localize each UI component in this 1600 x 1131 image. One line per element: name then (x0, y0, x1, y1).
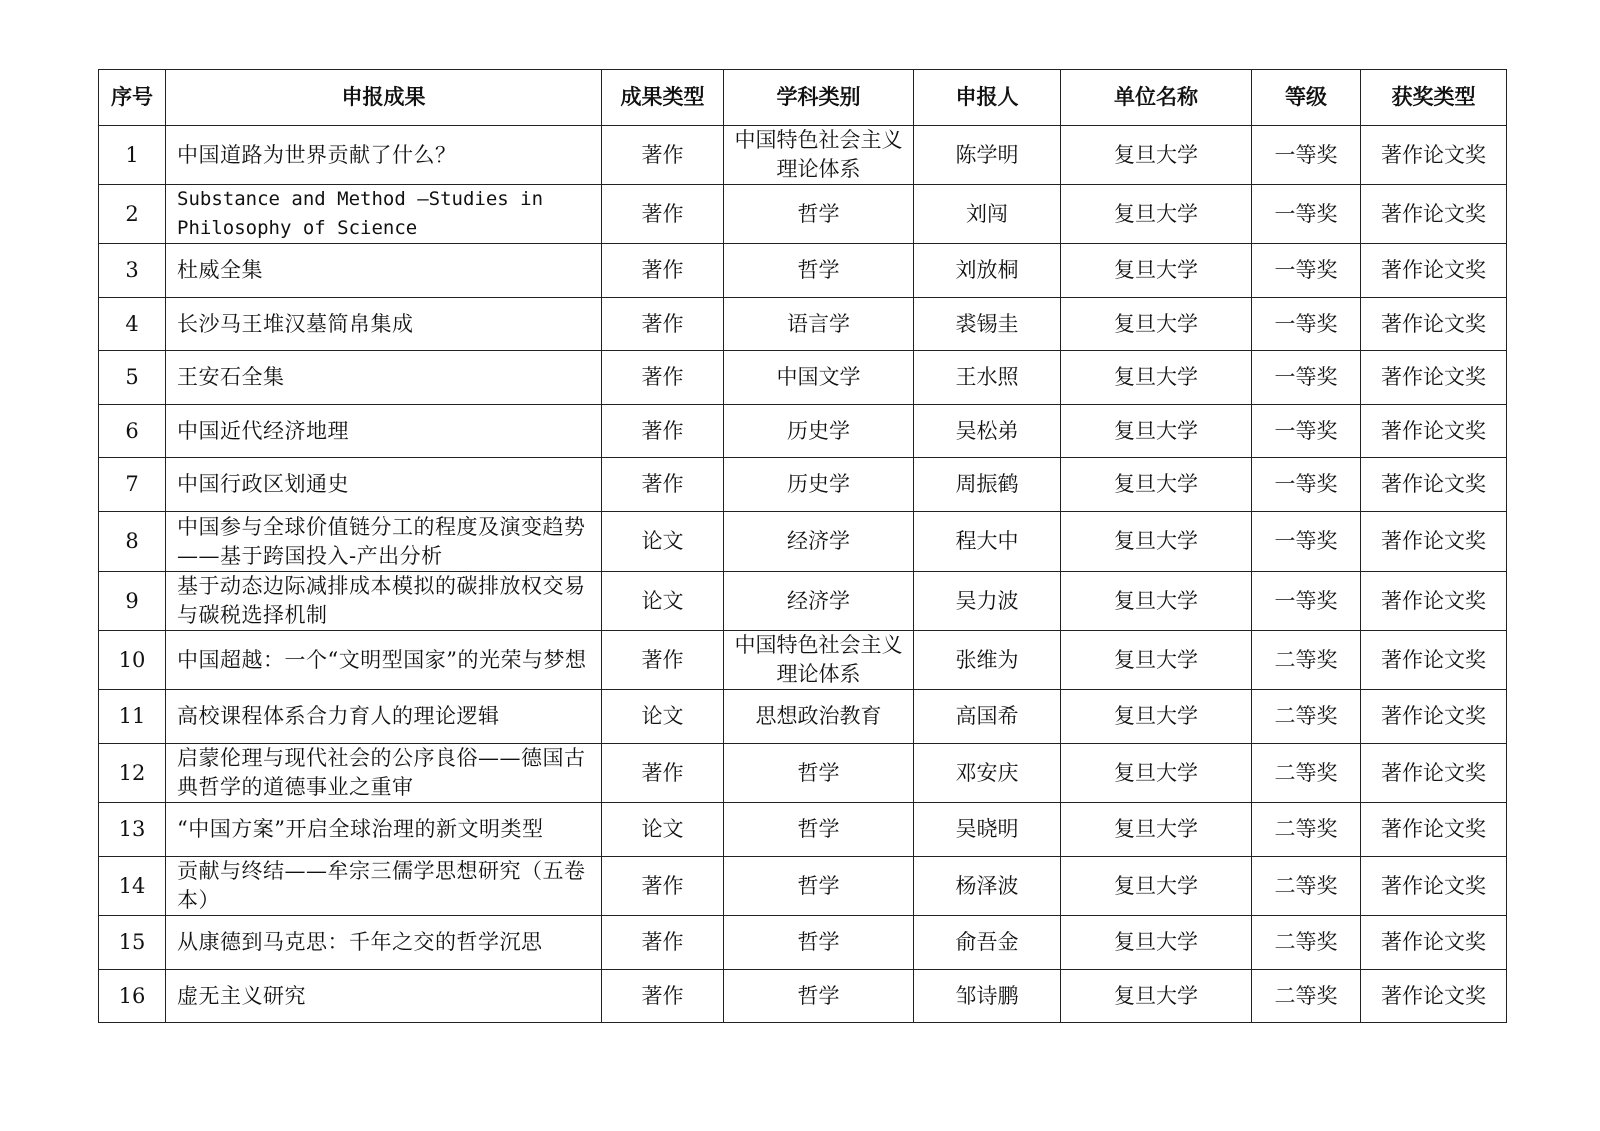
cell-type: 著作 (602, 405, 724, 458)
cell-award: 著作论文奖 (1361, 970, 1507, 1023)
cell-index: 8 (99, 512, 166, 572)
cell-title: 中国近代经济地理 (166, 405, 602, 458)
cell-grade: 二等奖 (1252, 803, 1361, 857)
table-row (99, 803, 1507, 857)
cell-unit: 复旦大学 (1061, 458, 1252, 512)
header-subject: 学科类别 (724, 70, 914, 126)
table-row (99, 244, 1507, 298)
cell-unit: 复旦大学 (1061, 857, 1252, 916)
cell-applicant: 高国希 (914, 690, 1061, 744)
cell-unit: 复旦大学 (1061, 512, 1252, 572)
header-type: 成果类型 (602, 70, 724, 126)
cell-applicant: 王水照 (914, 351, 1061, 405)
cell-subject: 哲学 (724, 744, 914, 803)
cell-award: 著作论文奖 (1361, 631, 1507, 690)
cell-subject: 哲学 (724, 185, 914, 244)
cell-applicant: 刘闯 (914, 185, 1061, 244)
table-body (99, 126, 1507, 1023)
table-row (99, 857, 1507, 916)
cell-grade: 二等奖 (1252, 631, 1361, 690)
table-row (99, 916, 1507, 970)
cell-title: 王安石全集 (166, 351, 602, 405)
cell-grade: 二等奖 (1252, 690, 1361, 744)
cell-unit: 复旦大学 (1061, 244, 1252, 298)
cell-title: 中国超越：一个“文明型国家”的光荣与梦想 (166, 631, 602, 690)
cell-title: 杜威全集 (166, 244, 602, 298)
header-title: 申报成果 (166, 70, 602, 126)
cell-type: 著作 (602, 857, 724, 916)
cell-unit: 复旦大学 (1061, 572, 1252, 631)
cell-applicant: 邓安庆 (914, 744, 1061, 803)
table-row (99, 631, 1507, 690)
cell-grade: 一等奖 (1252, 351, 1361, 405)
table-row (99, 458, 1507, 512)
cell-unit: 复旦大学 (1061, 803, 1252, 857)
header-unit: 单位名称 (1061, 70, 1252, 126)
cell-unit: 复旦大学 (1061, 744, 1252, 803)
cell-title: 长沙马王堆汉墓简帛集成 (166, 298, 602, 351)
cell-applicant: 程大中 (914, 512, 1061, 572)
cell-index: 10 (99, 631, 166, 690)
cell-type: 著作 (602, 970, 724, 1023)
cell-subject: 经济学 (724, 572, 914, 631)
table-row (99, 970, 1507, 1023)
header-applicant: 申报人 (914, 70, 1061, 126)
cell-title: Substance and Method —Studies in Philosophy of Science (166, 185, 602, 244)
table-row (99, 512, 1507, 572)
cell-grade: 二等奖 (1252, 744, 1361, 803)
cell-grade: 一等奖 (1252, 185, 1361, 244)
cell-unit: 复旦大学 (1061, 351, 1252, 405)
cell-award: 著作论文奖 (1361, 351, 1507, 405)
cell-award: 著作论文奖 (1361, 126, 1507, 185)
cell-index: 3 (99, 244, 166, 298)
header-row (99, 70, 1507, 126)
table-row (99, 351, 1507, 405)
cell-applicant: 邹诗鹏 (914, 970, 1061, 1023)
cell-title: 虚无主义研究 (166, 970, 602, 1023)
cell-subject: 哲学 (724, 803, 914, 857)
cell-index: 2 (99, 185, 166, 244)
cell-index: 13 (99, 803, 166, 857)
table-row (99, 185, 1507, 244)
cell-applicant: 陈学明 (914, 126, 1061, 185)
cell-title: 从康德到马克思：千年之交的哲学沉思 (166, 916, 602, 970)
header-grade: 等级 (1252, 70, 1361, 126)
cell-subject: 哲学 (724, 970, 914, 1023)
cell-unit: 复旦大学 (1061, 298, 1252, 351)
cell-index: 7 (99, 458, 166, 512)
cell-award: 著作论文奖 (1361, 572, 1507, 631)
cell-title: 中国行政区划通史 (166, 458, 602, 512)
cell-grade: 一等奖 (1252, 405, 1361, 458)
cell-subject: 历史学 (724, 405, 914, 458)
cell-applicant: 张维为 (914, 631, 1061, 690)
cell-index: 4 (99, 298, 166, 351)
cell-grade: 一等奖 (1252, 458, 1361, 512)
cell-type: 著作 (602, 244, 724, 298)
cell-award: 著作论文奖 (1361, 298, 1507, 351)
cell-index: 16 (99, 970, 166, 1023)
cell-type: 论文 (602, 572, 724, 631)
cell-grade: 二等奖 (1252, 857, 1361, 916)
cell-unit: 复旦大学 (1061, 405, 1252, 458)
cell-subject: 哲学 (724, 916, 914, 970)
cell-type: 著作 (602, 916, 724, 970)
cell-type: 论文 (602, 690, 724, 744)
cell-applicant: 杨泽波 (914, 857, 1061, 916)
cell-unit: 复旦大学 (1061, 185, 1252, 244)
cell-index: 11 (99, 690, 166, 744)
cell-index: 5 (99, 351, 166, 405)
cell-award: 著作论文奖 (1361, 916, 1507, 970)
cell-grade: 一等奖 (1252, 126, 1361, 185)
table-row (99, 744, 1507, 803)
table-row (99, 298, 1507, 351)
cell-subject: 中国文学 (724, 351, 914, 405)
cell-subject: 哲学 (724, 857, 914, 916)
cell-applicant: 俞吾金 (914, 916, 1061, 970)
cell-subject: 哲学 (724, 244, 914, 298)
cell-title: 中国参与全球价值链分工的程度及演变趋势——基于跨国投入-产出分析 (166, 512, 602, 572)
cell-unit: 复旦大学 (1061, 126, 1252, 185)
cell-applicant: 吴力波 (914, 572, 1061, 631)
cell-award: 著作论文奖 (1361, 458, 1507, 512)
cell-award: 著作论文奖 (1361, 244, 1507, 298)
cell-award: 著作论文奖 (1361, 857, 1507, 916)
cell-type: 著作 (602, 185, 724, 244)
cell-type: 著作 (602, 744, 724, 803)
table-row (99, 690, 1507, 744)
cell-index: 12 (99, 744, 166, 803)
cell-index: 6 (99, 405, 166, 458)
cell-award: 著作论文奖 (1361, 690, 1507, 744)
cell-grade: 二等奖 (1252, 970, 1361, 1023)
cell-type: 著作 (602, 351, 724, 405)
cell-award: 著作论文奖 (1361, 744, 1507, 803)
cell-award: 著作论文奖 (1361, 185, 1507, 244)
cell-subject: 思想政治教育 (724, 690, 914, 744)
cell-index: 9 (99, 572, 166, 631)
cell-title: 贡献与终结——牟宗三儒学思想研究（五卷本） (166, 857, 602, 916)
cell-title: “中国方案”开启全球治理的新文明类型 (166, 803, 602, 857)
cell-subject: 中国特色社会主义理论体系 (724, 631, 914, 690)
cell-subject: 经济学 (724, 512, 914, 572)
cell-index: 15 (99, 916, 166, 970)
cell-index: 1 (99, 126, 166, 185)
cell-applicant: 周振鹤 (914, 458, 1061, 512)
cell-award: 著作论文奖 (1361, 803, 1507, 857)
cell-grade: 一等奖 (1252, 512, 1361, 572)
cell-type: 著作 (602, 458, 724, 512)
cell-applicant: 吴晓明 (914, 803, 1061, 857)
cell-unit: 复旦大学 (1061, 631, 1252, 690)
cell-subject: 中国特色社会主义理论体系 (724, 126, 914, 185)
cell-grade: 一等奖 (1252, 244, 1361, 298)
cell-subject: 历史学 (724, 458, 914, 512)
table-row (99, 572, 1507, 631)
cell-title: 中国道路为世界贡献了什么？ (166, 126, 602, 185)
cell-unit: 复旦大学 (1061, 916, 1252, 970)
cell-award: 著作论文奖 (1361, 512, 1507, 572)
cell-unit: 复旦大学 (1061, 690, 1252, 744)
awards-table (98, 69, 1507, 1023)
cell-applicant: 裘锡圭 (914, 298, 1061, 351)
cell-index: 14 (99, 857, 166, 916)
cell-type: 著作 (602, 298, 724, 351)
cell-title: 基于动态边际减排成本模拟的碳排放权交易与碳税选择机制 (166, 572, 602, 631)
cell-grade: 一等奖 (1252, 298, 1361, 351)
table-row (99, 126, 1507, 185)
cell-type: 论文 (602, 803, 724, 857)
cell-grade: 二等奖 (1252, 916, 1361, 970)
cell-type: 著作 (602, 126, 724, 185)
cell-grade: 一等奖 (1252, 572, 1361, 631)
table-row (99, 405, 1507, 458)
cell-type: 论文 (602, 512, 724, 572)
cell-applicant: 吴松弟 (914, 405, 1061, 458)
cell-award: 著作论文奖 (1361, 405, 1507, 458)
cell-subject: 语言学 (724, 298, 914, 351)
cell-type: 著作 (602, 631, 724, 690)
cell-applicant: 刘放桐 (914, 244, 1061, 298)
cell-title: 高校课程体系合力育人的理论逻辑 (166, 690, 602, 744)
header-index: 序号 (99, 70, 166, 126)
header-award: 获奖类型 (1361, 70, 1507, 126)
cell-title: 启蒙伦理与现代社会的公序良俗——德国古典哲学的道德事业之重审 (166, 744, 602, 803)
cell-unit: 复旦大学 (1061, 970, 1252, 1023)
